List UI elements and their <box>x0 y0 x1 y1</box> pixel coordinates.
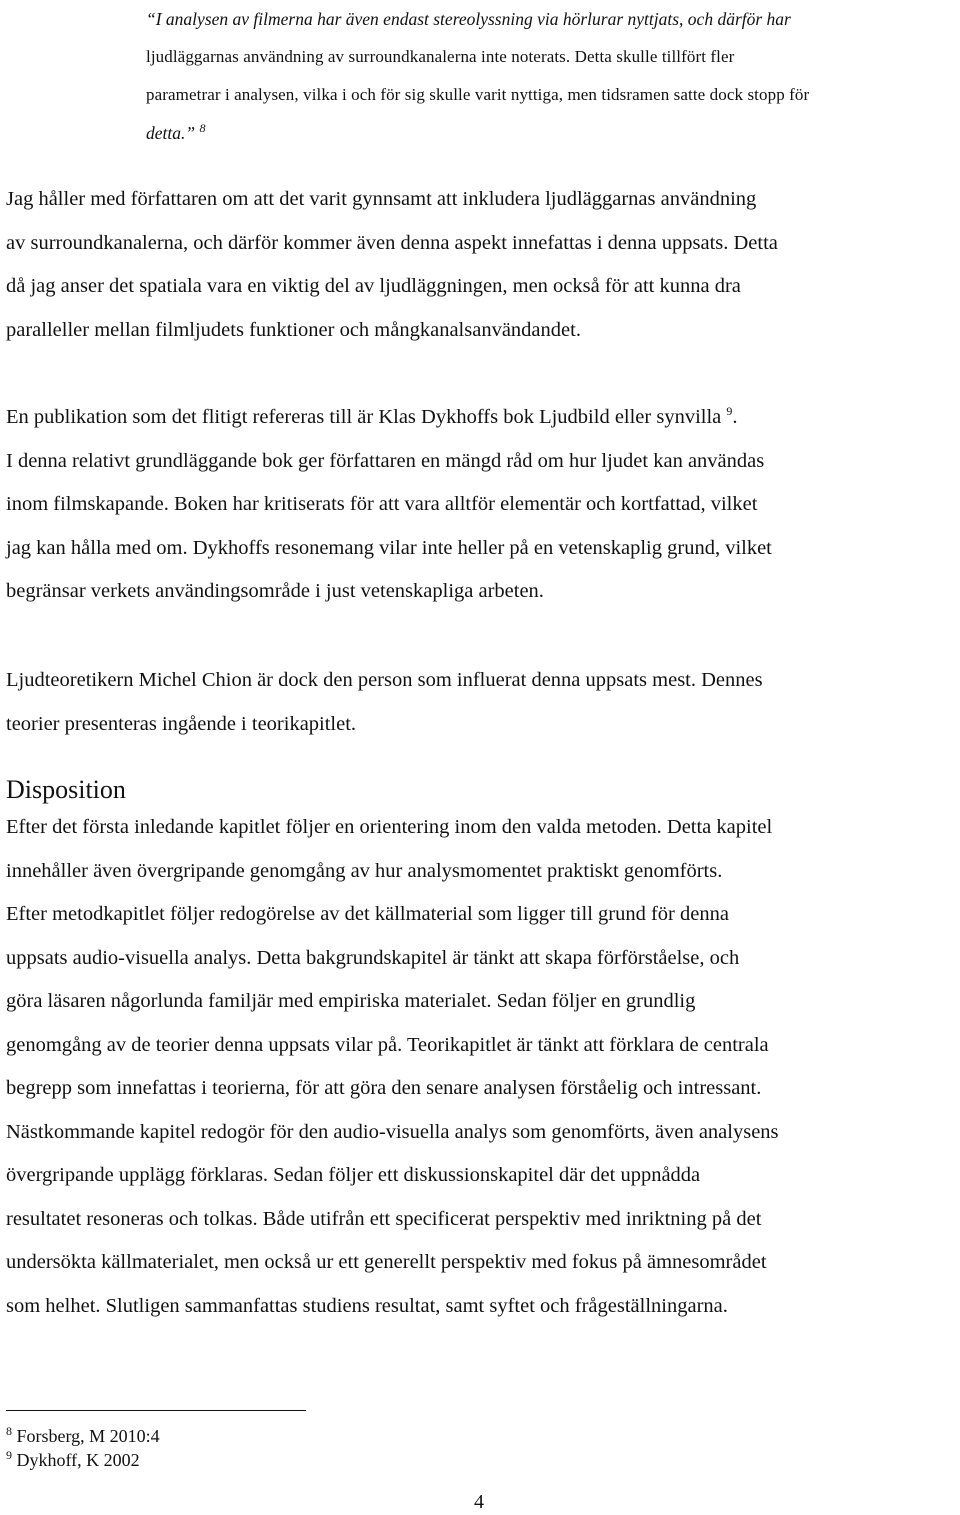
text-line: jag kan hålla med om. Dykhoffs resonemang vilar inte heller på en vetenskaplig grund, vilket <box>6 536 772 559</box>
text-line: resultatet resoneras och tolkas. Både utifrån ett specificerat perspektiv med inriktning på det <box>6 1207 762 1230</box>
paragraph-4 <box>6 806 956 1328</box>
text-line: begrepp som innefattas i teorierna, för att göra den senare analysen förståelig och intressant. <box>6 1077 762 1099</box>
quote-line: parametrar i analysen, vilka i och för sig skulle varit nyttiga, men tidsramen satte dock stopp för <box>146 85 810 104</box>
footnote-number: 9 <box>6 1448 12 1462</box>
text-line: Jag håller med författaren om att det varit gynnsamt att inkludera ljudläggarnas användning <box>6 188 757 210</box>
text-line: Efter metodkapitlet följer redogörelse av det källmaterial som ligger till grund för denna <box>6 903 729 925</box>
paragraph-1 <box>6 178 956 352</box>
footnote-ref[interactable]: 9 <box>726 404 733 419</box>
text-line: som helhet. Slutligen sammanfattas studiens resultat, samt syftet och frågeställningarna. <box>6 1294 728 1317</box>
footnote-ref[interactable]: 8 <box>199 121 206 136</box>
paragraph-2 <box>6 396 956 614</box>
text-line: Ljudteoretikern Michel Chion är dock den person som influerat denna uppsats mest. Dennes <box>6 669 763 691</box>
footnote <box>6 1448 140 1472</box>
quote-line: ljudläggarnas användning av surroundkanalerna inte noterats. Detta skulle tillfört fler <box>146 47 735 66</box>
text-line: inom filmskapande. Boken har kritiserats för att vara alltför elementär och kortfattad, vilket <box>6 493 758 515</box>
footnote-divider <box>6 1410 306 1411</box>
footnote-number: 8 <box>6 1424 12 1438</box>
text-line: övergripande upplägg förklaras. Sedan följer ett diskussionskapitel där det uppnådda <box>6 1164 701 1186</box>
text-line: En publikation som det flitigt refereras till är Klas Dykhoffs bok Ljudbild eller synvilla $^9$. <box>6 404 738 428</box>
page-number: 4 <box>474 1491 484 1513</box>
block-quote <box>146 0 946 152</box>
section-heading: Disposition <box>6 775 126 804</box>
footnote <box>6 1424 160 1448</box>
footnote-text: Dykhoff, K 2002 <box>16 1450 140 1470</box>
paragraph-3 <box>6 659 956 746</box>
text-line: innehåller även övergripande genomgång av hur analysmomentet praktiskt genomförts. <box>6 859 723 882</box>
text-line: göra läsaren någorlunda familjär med empiriska materialet. Sedan följer en grundlig <box>6 990 696 1012</box>
quote-line: “I analysen av filmerna har även endast stereolyssning via hörlurar nyttjats, och därför har <box>146 9 791 29</box>
text-line: då jag anser det spatiala vara en viktig del av ljudläggningen, men också för att kunna dra <box>6 275 741 297</box>
text-line: paralleller mellan filmljudets funktioner och mångkanalsanvändandet. <box>6 318 581 341</box>
quote-line: detta.” $^8$ <box>146 121 206 143</box>
text-line: av surroundkanalerna, och därför kommer även denna aspekt innefattas i denna uppsats. Detta <box>6 231 778 254</box>
footnote-text: Forsberg, M 2010:4 <box>16 1426 160 1446</box>
text-line: I denna relativt grundläggande bok ger författaren en mängd råd om hur ljudet kan användas <box>6 449 765 472</box>
text-line: uppsats audio-visuella analys. Detta bakgrundskapitel är tänkt att skapa förförståelse, och <box>6 946 740 969</box>
text-line: Efter det första inledande kapitlet följer en orientering inom den valda metoden. Detta kapitel <box>6 816 773 838</box>
text-line: begränsar verkets användingsområde i just vetenskapliga arbeten. <box>6 580 544 602</box>
text-line: undersökta källmaterialet, men också ur ett generellt perspektiv med fokus på ämnesområdet <box>6 1251 767 1273</box>
text-line: genomgång av de teorier denna uppsats vilar på. Teorikapitlet är tänkt att förklara de centrala <box>6 1033 769 1056</box>
text-line: Nästkommande kapitel redogör för den audio-visuella analys som genomförts, även analysens <box>6 1120 779 1143</box>
text-line: teorier presenteras ingående i teorikapitlet. <box>6 712 357 735</box>
